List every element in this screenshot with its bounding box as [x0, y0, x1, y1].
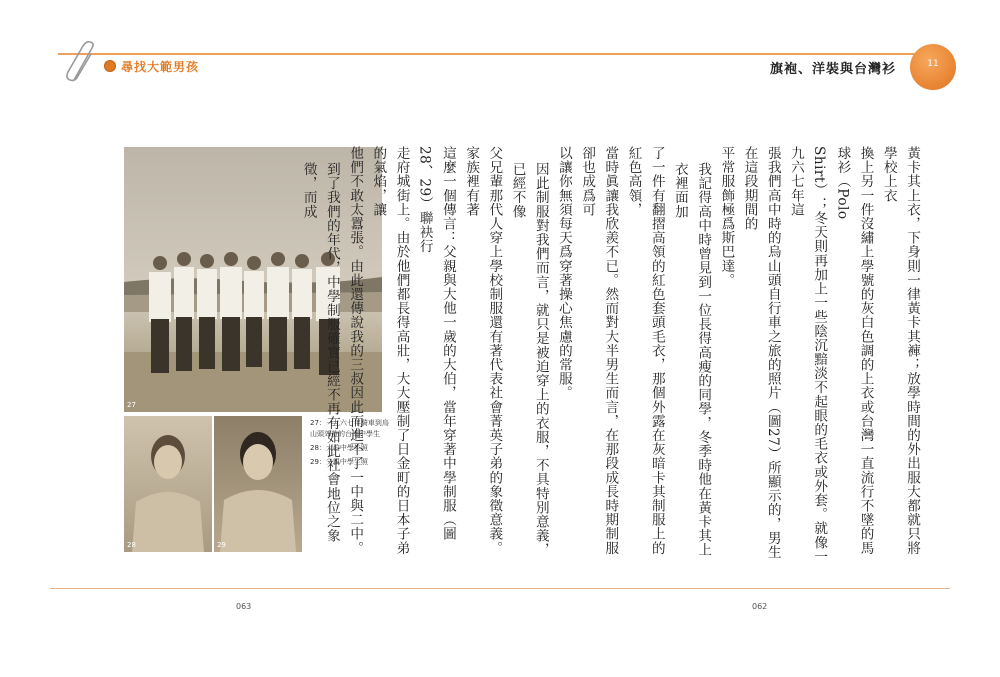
folio-right: 062: [752, 602, 768, 611]
body-column: 換上另一件沒繡上學號的灰白色調的上衣或台灣一直流行不墜的馬球衫（Polo: [834, 146, 874, 555]
body-column: 我記得高中時曾見到一位長得高瘦的同學，冬季時他在黃卡其上衣裡面加: [671, 162, 712, 557]
body-column: Shirt）；冬天則再加上一些陰沉黯淡不起眼的毛衣或外套。就像一九六七年這: [787, 146, 828, 564]
caption: 29：父親中學生照: [310, 458, 368, 466]
photo-number: 29: [217, 541, 226, 549]
body-column: 張我們高中時的烏山頭自行車之旅的照片（圖27）所顯示的，男生在這段期間的: [741, 146, 781, 560]
body-column: 他們不敢太囂張。由此還傳說我的三叔因此而進不了一中與二中。: [347, 146, 364, 555]
body-column: 當時眞讓我欣羨不已。然而對大半男生而言，在那段成長時期制服卻也成爲可: [579, 146, 619, 555]
caption: 28：大伯中學生照: [310, 444, 368, 452]
page-badge-number: 11: [927, 59, 939, 69]
folio-left: 063: [236, 602, 252, 611]
body-column: 父兄輩那代人穿上學校制服還有著代表社會菁英子弟的象徵意義。家族裡有著: [463, 146, 503, 555]
chapter-title: 旗袍、洋裝與台灣衫: [769, 62, 896, 77]
paperclip-icon: [64, 40, 102, 84]
body-column: 因此制服對我們而言，就只是被迫穿上的衣服，不具特別意義，已經不像: [509, 162, 549, 557]
photo-number: 27: [127, 401, 136, 409]
portrait-uncle-figure: [124, 416, 212, 552]
bullet-icon: [104, 60, 116, 72]
body-column: 了一件有翻摺高領的紅色套頭毛衣，那個外露在灰暗卡其制服上的紅色高領，: [625, 146, 665, 555]
footer-rule: [50, 588, 950, 589]
header-rule: [58, 53, 918, 55]
portrait-uncle: [124, 416, 212, 552]
portrait-father: [214, 416, 302, 552]
body-column: 到了我們的年代，中學制服確實已經不再有如此社會地位之象徵，而成: [300, 162, 340, 543]
photo-number: 28: [127, 541, 136, 549]
caption: 27：一九六七年騎車到烏山頭郊遊的台南中學生: [310, 419, 389, 438]
body-column: 平常服飾極爲斯巴達。: [718, 146, 735, 287]
body-column: 黃卡其上衣，下身則一律黃卡其褲；放學時間的外出服大都就只將學校上衣: [880, 146, 920, 555]
body-column: 走府城街上。由於他們都長得高壯，大大壓制了日金町的日本子弟的氣焰，讓: [370, 146, 410, 555]
body-column: 以讓你無須每天爲穿著操心焦慮的常服。: [555, 146, 572, 400]
section-title-text: 尋找大範男孩: [121, 60, 200, 74]
section-title: [104, 58, 199, 75]
body-column: 這麼一個傳言：父親與大他一歲的大伯，當年穿著中學制服（圖28、29）聯袂行: [416, 146, 456, 541]
portrait-father-figure: [214, 416, 302, 552]
page-badge: [910, 44, 956, 90]
